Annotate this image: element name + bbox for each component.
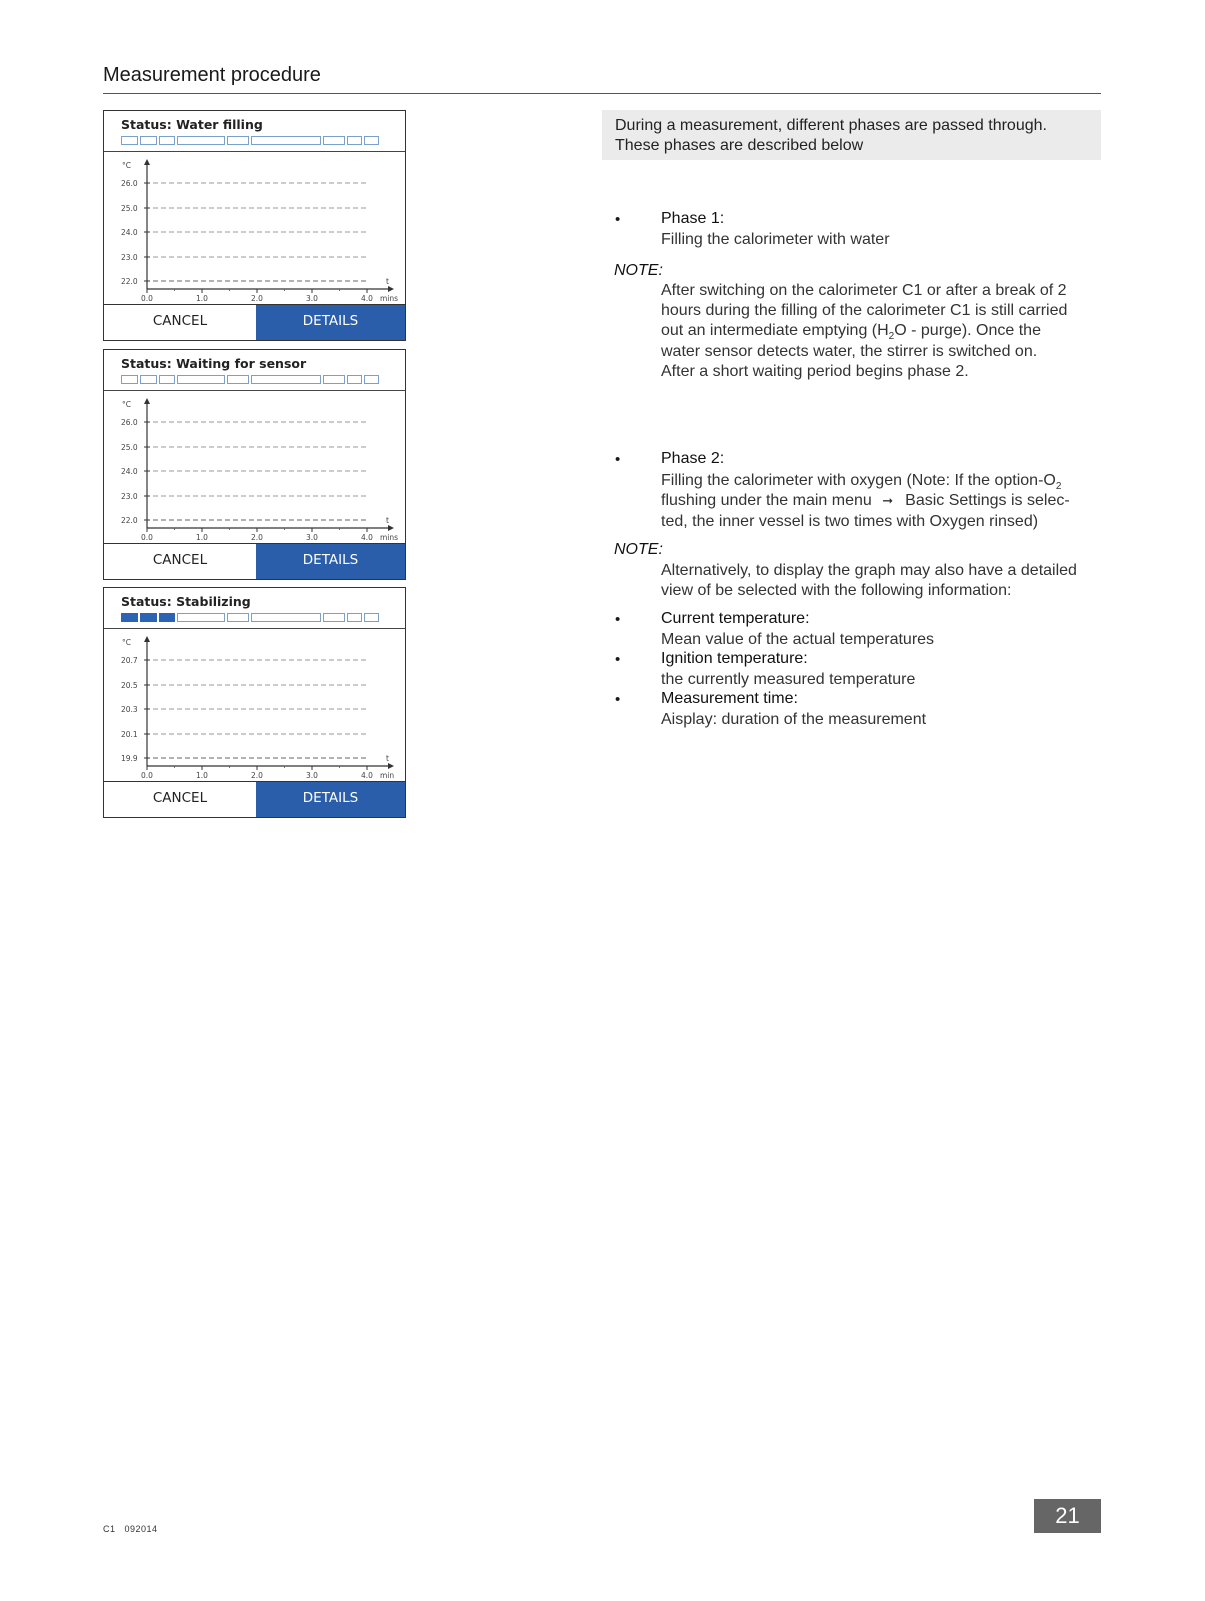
progress-segment <box>323 375 345 384</box>
temperature-chart <box>104 628 405 782</box>
bullet: • <box>615 611 621 628</box>
y-tick-label: 22.0 <box>121 516 138 525</box>
note-line: After switching on the calorimeter C1 or after a break of 2 <box>661 282 1067 299</box>
progress-segment <box>323 136 345 145</box>
x-axis-var: t <box>386 516 389 525</box>
x-tick-label: 1.0 <box>196 771 208 780</box>
y-axis-arrow <box>144 398 150 404</box>
note-line: water sensor detects water, the stirrer is switched on. <box>661 342 1038 360</box>
x-tick-label: 0.0 <box>141 533 153 542</box>
progress-segment <box>159 136 175 145</box>
button-bar <box>104 781 405 817</box>
progress-segment <box>323 613 345 622</box>
intro-line-2: These phases are described below <box>615 137 864 154</box>
detail-title: Measurement time: <box>661 690 798 707</box>
progress-segment <box>347 375 362 384</box>
device-screen-waiting-for-sensor <box>103 349 406 580</box>
x-tick-label: 0.0 <box>141 771 153 780</box>
x-tick-label: 2.0 <box>251 294 263 303</box>
details-button[interactable]: DETAILS <box>256 544 405 579</box>
status-bar <box>104 588 405 629</box>
y-tick-label: 26.0 <box>121 418 138 427</box>
y-unit-label: °C <box>122 638 131 647</box>
note-line: view of be selected with the following information: <box>661 582 1012 600</box>
detail-text: the currently measured temperature <box>661 671 916 688</box>
x-axis-var: t <box>386 754 389 763</box>
status-bar <box>104 111 405 152</box>
y-tick-label: 22.0 <box>121 277 138 286</box>
cancel-button[interactable]: CANCEL <box>104 782 256 817</box>
progress-segment <box>227 136 249 145</box>
detail-title: Ignition temperature: <box>661 650 808 667</box>
progress-segment <box>227 613 249 622</box>
x-tick-label: 2.0 <box>251 533 263 542</box>
phase1-note-label: NOTE: <box>614 262 663 279</box>
button-bar <box>104 304 405 340</box>
detail-title: Current temperature: <box>661 610 810 627</box>
progress-segment <box>227 375 249 384</box>
x-tick-label: 1.0 <box>196 294 208 303</box>
note-line: hours during the filling of the calorimeter C1 is still carried <box>661 302 1068 320</box>
progress-segment <box>177 136 225 145</box>
x-tick-label: 3.0 <box>306 294 318 303</box>
x-axis-arrow <box>388 286 394 292</box>
cancel-button[interactable]: CANCEL <box>104 305 256 340</box>
detail-text: Aisplay: duration of the measurement <box>661 711 927 728</box>
bullet: • <box>615 211 621 228</box>
y-tick-label: 26.0 <box>121 179 138 188</box>
button-bar <box>104 543 405 579</box>
phase2-line-text: Filling the calorimeter with oxygen (Note: If the option-O <box>661 472 1056 489</box>
temperature-chart <box>104 390 405 544</box>
status-text: Status: Stabilizing <box>121 594 251 609</box>
phase2-title: Phase 2: <box>661 450 725 467</box>
y-axis-arrow <box>144 159 150 165</box>
details-button[interactable]: DETAILS <box>256 782 405 817</box>
page-title: Measurement procedure <box>103 64 321 86</box>
y-tick-label: 23.0 <box>121 253 138 262</box>
progress-segment <box>251 613 321 622</box>
y-tick-label: 25.0 <box>121 204 138 213</box>
page-number: 21 <box>1055 1503 1080 1528</box>
y-tick-label: 23.0 <box>121 492 138 501</box>
y-tick-label: 24.0 <box>121 467 138 476</box>
progress-segment <box>364 136 379 145</box>
subscript: 2 <box>888 331 895 343</box>
y-tick-label: 20.1 <box>121 730 138 739</box>
phase2-line-text: flushing under the main menu <box>661 492 872 510</box>
progress-segment <box>364 375 379 384</box>
status-text: Status: Waiting for sensor <box>121 356 307 371</box>
phase1-note-text <box>661 281 1101 382</box>
intro-box <box>602 110 1101 160</box>
subscript: 2 <box>1055 481 1062 493</box>
progress-segment <box>121 613 138 622</box>
bullet: • <box>615 691 621 708</box>
page-number-box <box>1034 1499 1101 1533</box>
x-tick-label: 4.0 <box>361 533 373 542</box>
y-unit-label: °C <box>122 400 131 409</box>
y-tick-label: 19.9 <box>121 754 138 763</box>
x-unit-label: min <box>380 771 395 780</box>
status-text: Status: Water filling <box>121 117 263 132</box>
phase2-line: ted, the inner vessel is two times with Oxygen rinsed) <box>661 513 1039 531</box>
x-tick-label: 4.0 <box>361 294 373 303</box>
bullet: • <box>615 451 621 468</box>
progress-segment <box>251 136 321 145</box>
progress-segment <box>159 613 175 622</box>
progress-segment <box>251 375 321 384</box>
progress-segment <box>364 613 379 622</box>
x-axis-arrow <box>388 525 394 531</box>
x-tick-label: 2.0 <box>251 771 263 780</box>
details-button[interactable]: DETAILS <box>256 305 405 340</box>
progress-segment <box>121 375 138 384</box>
progress-segment <box>347 136 362 145</box>
phase1-text: Filling the calorimeter with water <box>661 231 890 248</box>
note-line: After a short waiting period begins phase 2. <box>661 362 969 380</box>
progress-segment <box>159 375 175 384</box>
phase2-line-text: Basic Settings is selec- <box>905 492 1070 510</box>
phase1-title: Phase 1: <box>661 210 725 227</box>
bullet: • <box>615 651 621 668</box>
y-tick-label: 25.0 <box>121 443 138 452</box>
progress-segment <box>177 375 225 384</box>
progress-segment <box>140 375 157 384</box>
x-unit-label: mins <box>380 533 399 542</box>
progress-segment <box>347 613 362 622</box>
progress-segment <box>140 136 157 145</box>
phase2-text <box>661 471 1101 533</box>
status-bar <box>104 350 405 391</box>
footer-doc-code: C1 092014 <box>103 1524 158 1534</box>
y-tick-label: 20.5 <box>121 681 138 690</box>
x-axis-arrow <box>388 763 394 769</box>
header-rule <box>103 93 1101 94</box>
x-tick-label: 1.0 <box>196 533 208 542</box>
cancel-button[interactable]: CANCEL <box>104 544 256 579</box>
progress-segment <box>121 136 138 145</box>
note-text: out an intermediate emptying (H <box>661 322 889 340</box>
x-tick-label: 3.0 <box>306 533 318 542</box>
note-line <box>661 321 1101 341</box>
device-screen-water-filling <box>103 110 406 341</box>
detail-text: Mean value of the actual temperatures <box>661 631 935 648</box>
x-tick-label: 3.0 <box>306 771 318 780</box>
y-unit-label: °C <box>122 161 131 170</box>
x-axis-var: t <box>386 277 389 286</box>
note-line: Alternatively, to display the graph may also have a detailed <box>661 562 1077 579</box>
phase2-note-text <box>661 561 1101 601</box>
y-tick-label: 24.0 <box>121 228 138 237</box>
phase2-note-label: NOTE: <box>614 541 663 558</box>
intro-text <box>615 116 1047 156</box>
progress-segment <box>177 613 225 622</box>
progress-segment <box>140 613 157 622</box>
y-tick-label: 20.7 <box>121 656 138 665</box>
note-text: O - purge). Once the <box>894 322 1041 340</box>
phase2-line <box>661 491 1101 512</box>
phase2-line <box>661 471 1101 491</box>
y-tick-label: 20.3 <box>121 705 138 714</box>
x-tick-label: 0.0 <box>141 294 153 303</box>
arrow-icon: ➞ <box>882 494 894 510</box>
temperature-chart <box>104 151 405 305</box>
intro-line-1: During a measurement, different phases are passed through. <box>615 117 1047 134</box>
y-axis-arrow <box>144 636 150 642</box>
x-tick-label: 4.0 <box>361 771 373 780</box>
x-unit-label: mins <box>380 294 399 303</box>
device-screen-stabilizing <box>103 587 406 818</box>
